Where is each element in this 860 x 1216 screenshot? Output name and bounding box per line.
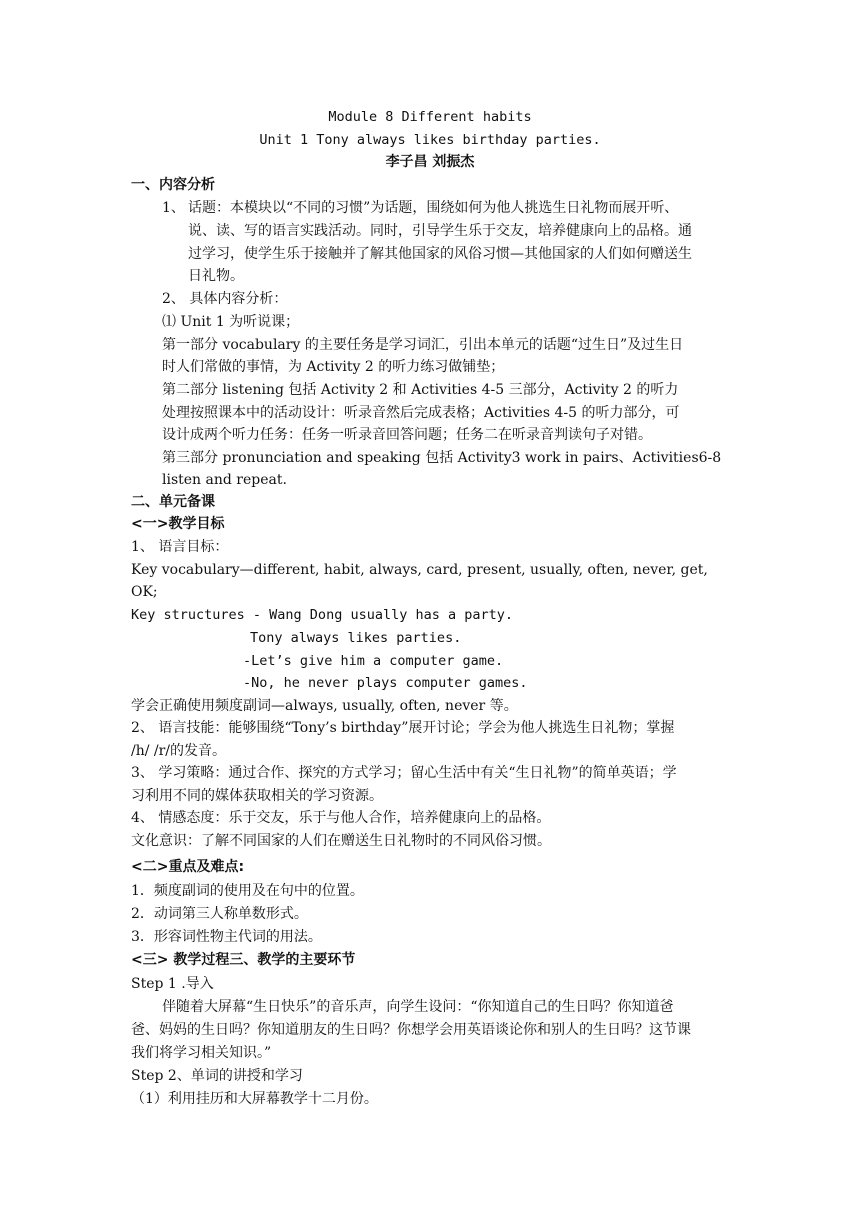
item1-line: 过学习，使学生乐于接触并了解其他国家的风俗习惯—其他国家的人们如何赠送生 (188, 246, 692, 262)
item1-line: 日礼物。 (188, 268, 244, 284)
culture-awareness: 文化意识：了解不同国家的人们在赠送生日礼物时的不同风俗习惯。 (131, 833, 551, 849)
sub1: ⑴ Unit 1 为听说课； (162, 314, 300, 330)
paragraph-line: 第二部分 listening 包括 Activity 2 和 Activities 4-5 三部分，Activity 2 的听力 (162, 382, 679, 398)
paragraph-line: listen and repeat. (162, 472, 287, 488)
title-unit: Unit 1 Tony always likes birthday parties. (259, 132, 601, 148)
paragraph-line: 第一部分 vocabulary 的主要任务是学习词汇，引出本单元的话题“过生日”及过生日 (162, 337, 684, 353)
goal-strategy-line: 3、 学习策略：通过合作、探究的方式学习；留心生活中有关“生日礼物”的简单英语；学 (131, 765, 677, 781)
paragraph-line: 第三部分 pronunciation and speaking 包括 Activity3 work in pairs、Activities6-8 (162, 450, 722, 466)
step2-heading: Step 2、单词的讲授和学习 (131, 1068, 303, 1084)
step1-heading: Step 1 .导入 (131, 976, 214, 992)
subsection1-heading: <一>教学目标 (131, 516, 225, 532)
goal-skills-line: /h/ /r/的发音。 (131, 743, 227, 759)
goal-language: 1、 语言目标： (131, 539, 229, 555)
title-module: Module 8 Different habits (328, 109, 532, 125)
goal-attitude: 4、 情感态度：乐于交友，乐于与他人合作，培养健康向上的品格。 (131, 810, 551, 826)
item1-number: 1、 (162, 200, 185, 216)
paragraph-line: 时人们常做的事情，为 Activity 2 的听力练习做铺垫； (162, 359, 505, 375)
section2-heading: 二、单元备课 (131, 494, 215, 510)
authors: 李子昌 刘振杰 (385, 154, 475, 170)
keypoint: 1．频度副词的使用及在句中的位置。 (131, 883, 364, 899)
step2-subitem: （1）利用挂历和大屏幕教学十二月份。 (131, 1091, 378, 1107)
structure-line: -No, he never plays computer games. (243, 675, 528, 691)
item1-line: 说、读、写的语言实践活动。同时，引导学生乐于交友，培养健康向上的品格。通 (188, 223, 692, 239)
goal-skills-line: 2、 语言技能：能够围绕“Tony’s birthday”展开讨论；学会为他人挑选生日礼物；掌握 (131, 720, 675, 736)
paragraph-line: 设计成两个听力任务：任务一听录音回答问题；任务二在听录音判读句子对错。 (162, 427, 652, 443)
step1-line: 伴随着大屏幕“生日快乐”的音乐声，向学生设问：“你知道自己的生日吗？你知道爸 (162, 999, 674, 1015)
structures-label: Key structures - Wang Dong usually has a party. (131, 607, 514, 623)
subsection2-heading: <二>重点及难点: (131, 859, 245, 875)
vocab-line: OK; (131, 584, 158, 600)
section1-heading: 一、内容分析 (131, 177, 215, 193)
structure-line: Tony always likes parties. (250, 630, 462, 646)
goal-strategy-line: 习利用不同的媒体获取相关的学习资源。 (131, 788, 383, 804)
step1-line: 我们将学习相关知识。” (131, 1045, 272, 1061)
keypoint: 2．动词第三人称单数形式。 (131, 906, 308, 922)
item2: 2、 具体内容分析： (162, 291, 288, 307)
structure-line: -Let’s give him a computer game. (243, 653, 504, 669)
step1-line: 爸、妈妈的生日吗？你知道朋友的生日吗？你想学会用英语谈论你和别人的生日吗？这节课 (131, 1022, 691, 1038)
frequency-adverbs: 学会正确使用频度副词—always, usually, often, never 等。 (131, 698, 518, 714)
keypoint: 3．形容词性物主代词的用法。 (131, 929, 322, 945)
item1-line: 话题：本模块以“不同的习惯”为话题，围绕如何为他人挑选生日礼物而展开听、 (188, 200, 679, 216)
paragraph-line: 处理按照课本中的活动设计：听录音然后完成表格；Activities 4-5 的听力部分，可 (162, 405, 680, 421)
vocab-line: Key vocabulary—different, habit, always, card, present, usually, often, never, get, (131, 562, 708, 578)
subsection3-heading: <三> 教学过程三、教学的主要环节 (131, 952, 356, 968)
